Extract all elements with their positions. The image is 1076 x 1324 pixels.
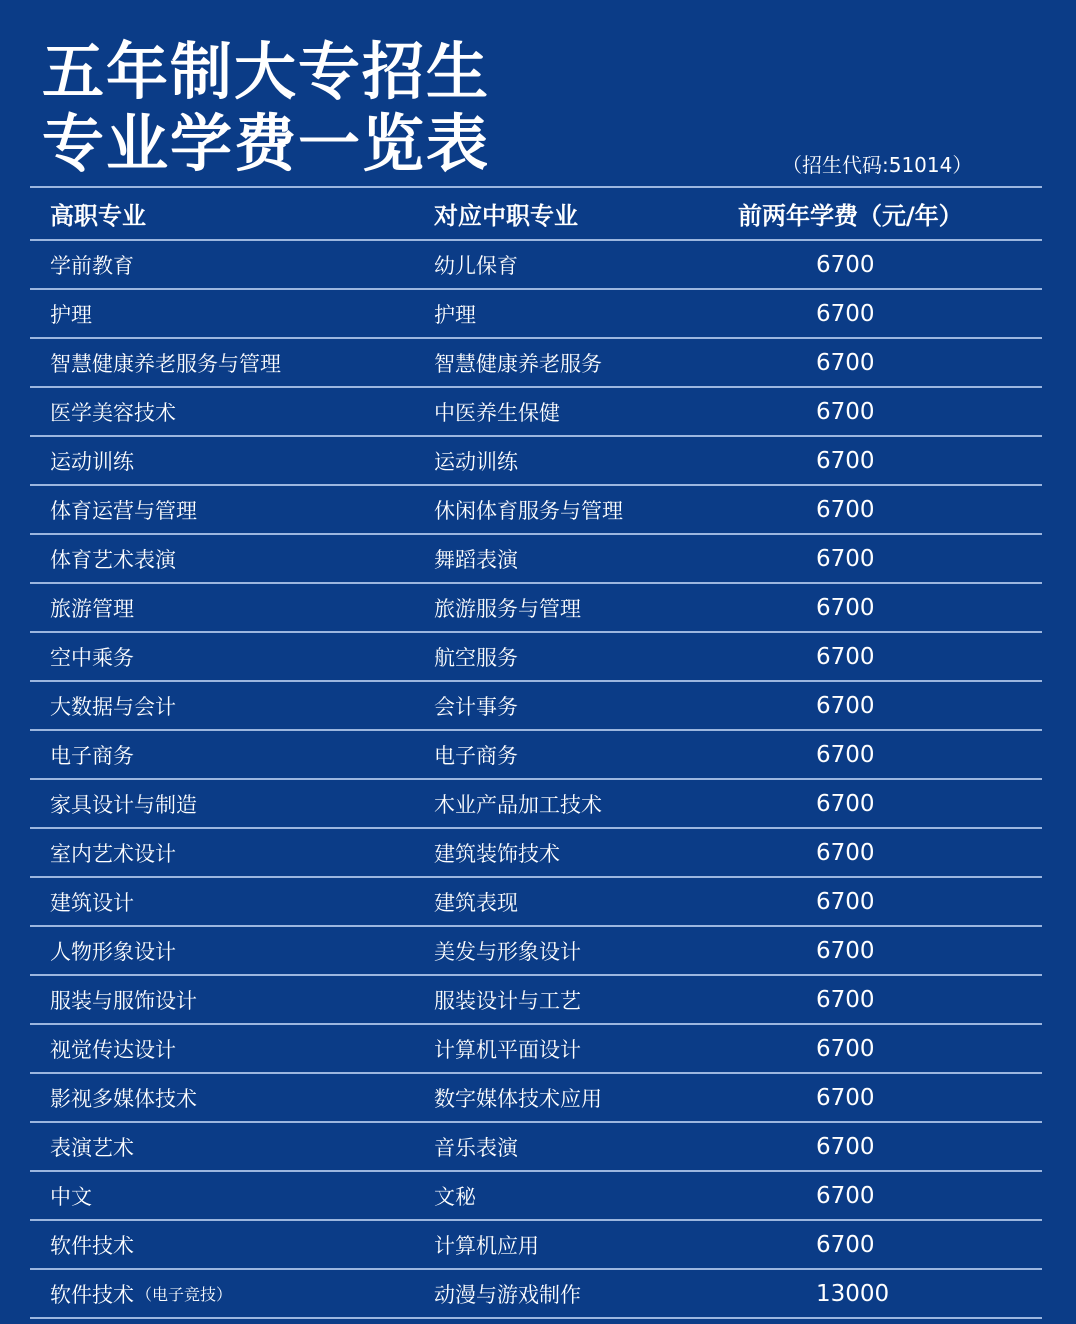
tuition-cell: 6700: [816, 1035, 875, 1062]
secondary-major-cell: 木业产品加工技术: [434, 792, 602, 817]
tuition-cell: 6700: [816, 741, 875, 768]
higher-major-cell: [50, 437, 136, 484]
higher-major-name: 中文: [50, 1184, 92, 1209]
higher-major-name: 医学美容技术: [50, 400, 176, 425]
table-row: [30, 731, 1042, 780]
secondary-major-cell: 会计事务: [434, 694, 518, 719]
secondary-major-cell: 幼儿保育: [434, 253, 518, 278]
secondary-major-cell: 数字媒体技术应用: [434, 1086, 602, 1111]
secondary-major-cell: 运动训练: [434, 449, 518, 474]
table-body: [30, 241, 1042, 1319]
table-row: [30, 241, 1042, 290]
secondary-major-cell: 计算机平面设计: [434, 1037, 581, 1062]
higher-major-name: 软件技术: [50, 1233, 134, 1258]
secondary-major-cell: 航空服务: [434, 645, 518, 670]
higher-major-cell: [50, 1172, 94, 1219]
secondary-major-cell: 旅游服务与管理: [434, 596, 581, 621]
higher-major-cell: [50, 584, 136, 631]
table-row: [30, 682, 1042, 731]
higher-major-cell: [50, 535, 178, 582]
higher-major-cell: [50, 976, 199, 1023]
higher-major-name: 护理: [50, 302, 92, 327]
secondary-major-cell: 电子商务: [434, 743, 518, 768]
secondary-major-cell: 美发与形象设计: [434, 939, 581, 964]
higher-major-cell: [50, 731, 136, 778]
table-row: [30, 339, 1042, 388]
higher-major-name: 建筑设计: [50, 890, 134, 915]
table-row: [30, 976, 1042, 1025]
higher-major-name: 智慧健康养老服务与管理: [50, 351, 281, 376]
tuition-cell: 6700: [816, 545, 875, 572]
tuition-cell: 6700: [816, 349, 875, 376]
higher-major-name: 影视多媒体技术: [50, 1086, 197, 1111]
table-row: [30, 878, 1042, 927]
tuition-cell: 6700: [816, 643, 875, 670]
table-row: [30, 927, 1042, 976]
tuition-cell: 6700: [816, 1182, 875, 1209]
tuition-cell: 6700: [816, 496, 875, 523]
secondary-major-cell: 舞蹈表演: [434, 547, 518, 572]
higher-major-cell: [50, 290, 94, 337]
table-row: [30, 1074, 1042, 1123]
table-row: [30, 388, 1042, 437]
table-row: [30, 1221, 1042, 1270]
tuition-cell: 6700: [816, 986, 875, 1013]
higher-major-suffix: （电子竞技）: [136, 1285, 233, 1304]
secondary-major-cell: 建筑表现: [434, 890, 518, 915]
higher-major-cell: [50, 829, 178, 876]
header-higher-major: 高职专业: [50, 202, 146, 230]
secondary-major-cell: 服装设计与工艺: [434, 988, 581, 1013]
enrollment-code: （招生代码:51014）: [782, 153, 973, 177]
higher-major-cell: [50, 682, 178, 729]
page-title-line-2: 专业学费一览表: [42, 107, 491, 180]
higher-major-name: 学前教育: [50, 253, 134, 278]
higher-major-cell: [50, 780, 199, 827]
higher-major-cell: [50, 388, 178, 435]
higher-major-cell: [50, 241, 136, 288]
tuition-cell: 6700: [816, 398, 875, 425]
tuition-cell: 6700: [816, 447, 875, 474]
tuition-cell: 6700: [816, 1133, 875, 1160]
higher-major-cell: [50, 1123, 136, 1170]
higher-major-cell: [50, 633, 136, 680]
higher-major-cell: [50, 486, 199, 533]
higher-major-cell: [50, 1025, 178, 1072]
fee-table: [30, 186, 1042, 1319]
higher-major-name: 表演艺术: [50, 1135, 134, 1160]
table-row: [30, 1123, 1042, 1172]
secondary-major-cell: 休闲体育服务与管理: [434, 498, 623, 523]
higher-major-cell: [50, 1074, 199, 1121]
title-block: [42, 36, 490, 180]
tuition-cell: 6700: [816, 692, 875, 719]
secondary-major-cell: 智慧健康养老服务: [434, 351, 602, 376]
tuition-cell: 6700: [816, 251, 875, 278]
secondary-major-cell: 计算机应用: [434, 1233, 539, 1258]
higher-major-name: 软件技术: [50, 1282, 134, 1307]
higher-major-name: 电子商务: [50, 743, 134, 768]
secondary-major-cell: 护理: [434, 302, 476, 327]
header-secondary-major: 对应中职专业: [434, 202, 578, 230]
tuition-cell: 6700: [816, 300, 875, 327]
table-row: [30, 290, 1042, 339]
table-row: [30, 633, 1042, 682]
higher-major-name: 大数据与会计: [50, 694, 176, 719]
tuition-cell: 6700: [816, 1231, 875, 1258]
table-row: [30, 1025, 1042, 1074]
tuition-cell: 6700: [816, 790, 875, 817]
higher-major-cell: [50, 339, 283, 386]
tuition-cell: 6700: [816, 1084, 875, 1111]
higher-major-cell: [50, 878, 136, 925]
higher-major-name: 运动训练: [50, 449, 134, 474]
table-row: [30, 437, 1042, 486]
secondary-major-cell: 音乐表演: [434, 1135, 518, 1160]
tuition-cell: 6700: [816, 937, 875, 964]
tuition-cell: 6700: [816, 839, 875, 866]
secondary-major-cell: 中医养生保健: [434, 400, 560, 425]
table-row: [30, 1172, 1042, 1221]
higher-major-name: 空中乘务: [50, 645, 134, 670]
tuition-cell: 6700: [816, 888, 875, 915]
table-row: [30, 829, 1042, 878]
table-row: [30, 486, 1042, 535]
higher-major-name: 旅游管理: [50, 596, 134, 621]
page-title-line-1: 五年制大专招生: [42, 35, 491, 108]
tuition-cell: 13000: [816, 1280, 890, 1307]
table-row: [30, 1270, 1042, 1319]
table-row: [30, 535, 1042, 584]
higher-major-name: 体育运营与管理: [50, 498, 197, 523]
higher-major-cell: [50, 927, 178, 974]
table-header-row: [30, 188, 1042, 241]
higher-major-name: 家具设计与制造: [50, 792, 197, 817]
higher-major-cell: [50, 1221, 136, 1268]
tuition-cell: 6700: [816, 594, 875, 621]
higher-major-name: 室内艺术设计: [50, 841, 176, 866]
higher-major-name: 服装与服饰设计: [50, 988, 197, 1013]
higher-major-name: 人物形象设计: [50, 939, 176, 964]
higher-major-cell: [50, 1270, 232, 1317]
higher-major-name: 体育艺术表演: [50, 547, 176, 572]
secondary-major-cell: 动漫与游戏制作: [434, 1282, 581, 1307]
secondary-major-cell: 建筑装饰技术: [434, 841, 560, 866]
table-row: [30, 584, 1042, 633]
higher-major-name: 视觉传达设计: [50, 1037, 176, 1062]
table-row: [30, 780, 1042, 829]
secondary-major-cell: 文秘: [434, 1184, 476, 1209]
header-tuition: 前两年学费（元/年）: [738, 202, 963, 230]
